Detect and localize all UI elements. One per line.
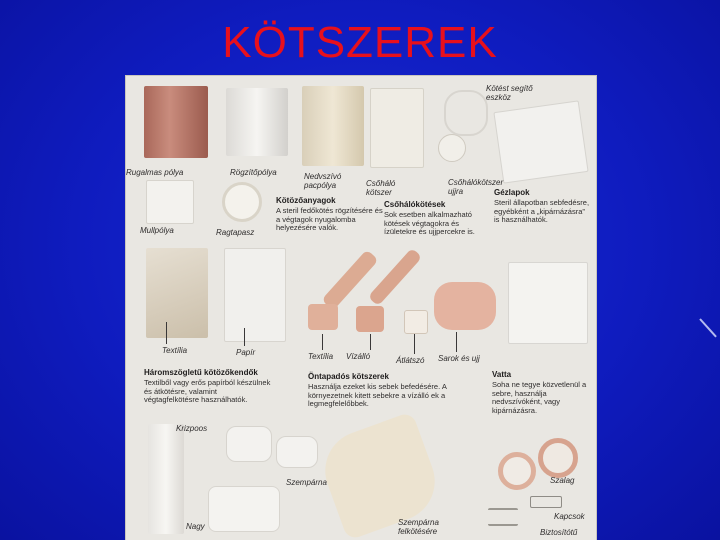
tape-roll-2: [498, 452, 536, 490]
label-tube-net: Csőháló kötszer: [366, 179, 396, 197]
triangular-textile: [146, 248, 208, 338]
text-triangular: Textilből vagy erős papírból készülnek és átkötésre, valamint végtagfelkötésre használhatók.: [144, 378, 271, 405]
plaster-pad-square: [308, 304, 338, 330]
elastic-bandage-roll: [144, 86, 208, 158]
label-finger-net: Csőhálókötszer ujjra: [448, 178, 504, 196]
leader-line: [166, 322, 167, 344]
decorative-stroke: [699, 318, 717, 337]
text-gauze-pads: Steril állapotban sebfedésre, egyébként a „kipárnázásra” is használhatók.: [494, 198, 590, 225]
plaster-heel-finger: [434, 282, 496, 330]
crepe-bandage: [148, 424, 184, 534]
safety-pins: [488, 508, 518, 526]
label-tape: Szalag: [550, 476, 575, 485]
label-applicator: Kötést segítő eszköz: [486, 84, 533, 102]
text-cotton: Soha ne tegye közvetlenül a sebre, használja nedvszívóként, vagy kipárnázásra.: [492, 380, 587, 415]
clips: [530, 496, 562, 508]
gauze-pads: [493, 100, 588, 183]
tube-net-dressing: [370, 88, 424, 168]
leader-line: [370, 334, 371, 350]
text-adhesive: Használja ezeket kis sebek befedésére. A környezetnek kitett sebekre a vízálló ek a legmegfelelőbbek.: [308, 382, 447, 409]
heading-tube-net: Csőhálókötések: [384, 200, 446, 209]
label-heel-finger: Sarok és ujj: [438, 354, 480, 363]
large-dressing: [208, 486, 280, 532]
fixing-bandage-roll: [226, 88, 288, 156]
label-absorbent-bandage: Nedvszívó pacpólya: [304, 172, 342, 190]
plaster-strip-2: [368, 248, 423, 306]
label-fixing-bandage: Rögzítőpólya: [230, 168, 277, 177]
leader-line: [322, 334, 323, 350]
text-tube-net: Sok esetben alkalmazható kötések végtagokra és ízületekre és ujjpercekre is.: [384, 210, 475, 237]
label-eye-pad: Szempárna: [286, 478, 327, 487]
label-gauze-roll: Mullpólya: [140, 226, 174, 235]
bandage-photo: [126, 76, 596, 540]
label-adhesive-tape: Ragtapasz: [216, 228, 255, 237]
applicator-tool: [444, 90, 488, 136]
label-eye-pad-fix: Szempárna felkötésére: [398, 518, 439, 536]
slide-title: KÖTSZEREK: [222, 18, 498, 67]
label-large: Nagy: [186, 522, 205, 531]
heading-dressings: Kötözőanyagok: [276, 196, 336, 205]
leader-line: [456, 332, 457, 352]
leader-line: [414, 334, 415, 354]
heading-triangular: Háromszögletű kötözőkendők: [144, 368, 258, 377]
label-clips: Kapcsok: [554, 512, 585, 521]
label-textile-1: Textília: [162, 346, 188, 355]
triangular-paper: [224, 248, 286, 342]
finger-tube-net: [438, 134, 466, 162]
absorbent-bandage-roll: [302, 86, 364, 166]
label-textile-2: Textília: [308, 352, 334, 361]
eye-pad-1: [226, 426, 272, 462]
plaster-transparent: [404, 310, 428, 334]
cotton-wool-pack: [508, 262, 588, 344]
label-waterproof: Vízálló: [346, 352, 371, 361]
label-crepe: Krizpoos: [176, 424, 208, 433]
heading-cotton: Vatta: [492, 370, 512, 379]
tape-roll-1: [538, 438, 578, 478]
adhesive-tape-roll: [222, 182, 262, 222]
heading-gauze-pads: Gézlapok: [494, 188, 530, 197]
label-safety-pin: Biztosítótű: [540, 528, 578, 537]
plaster-waterproof: [356, 306, 384, 332]
heading-adhesive: Öntapadós kötszerek: [308, 372, 389, 381]
text-dressings: A steril fedőkötés rögzítésére és a végtagok nyugalomba helyezésére valók.: [276, 206, 383, 233]
label-transparent: Átlátszó: [396, 356, 425, 365]
label-paper: Papír: [236, 348, 256, 357]
leader-line: [244, 328, 245, 346]
gauze-roll: [146, 180, 194, 224]
eye-pad-2: [276, 436, 318, 468]
label-elastic-bandage: Rugalmas pólya: [126, 168, 184, 177]
plaster-strip-1: [321, 249, 378, 310]
